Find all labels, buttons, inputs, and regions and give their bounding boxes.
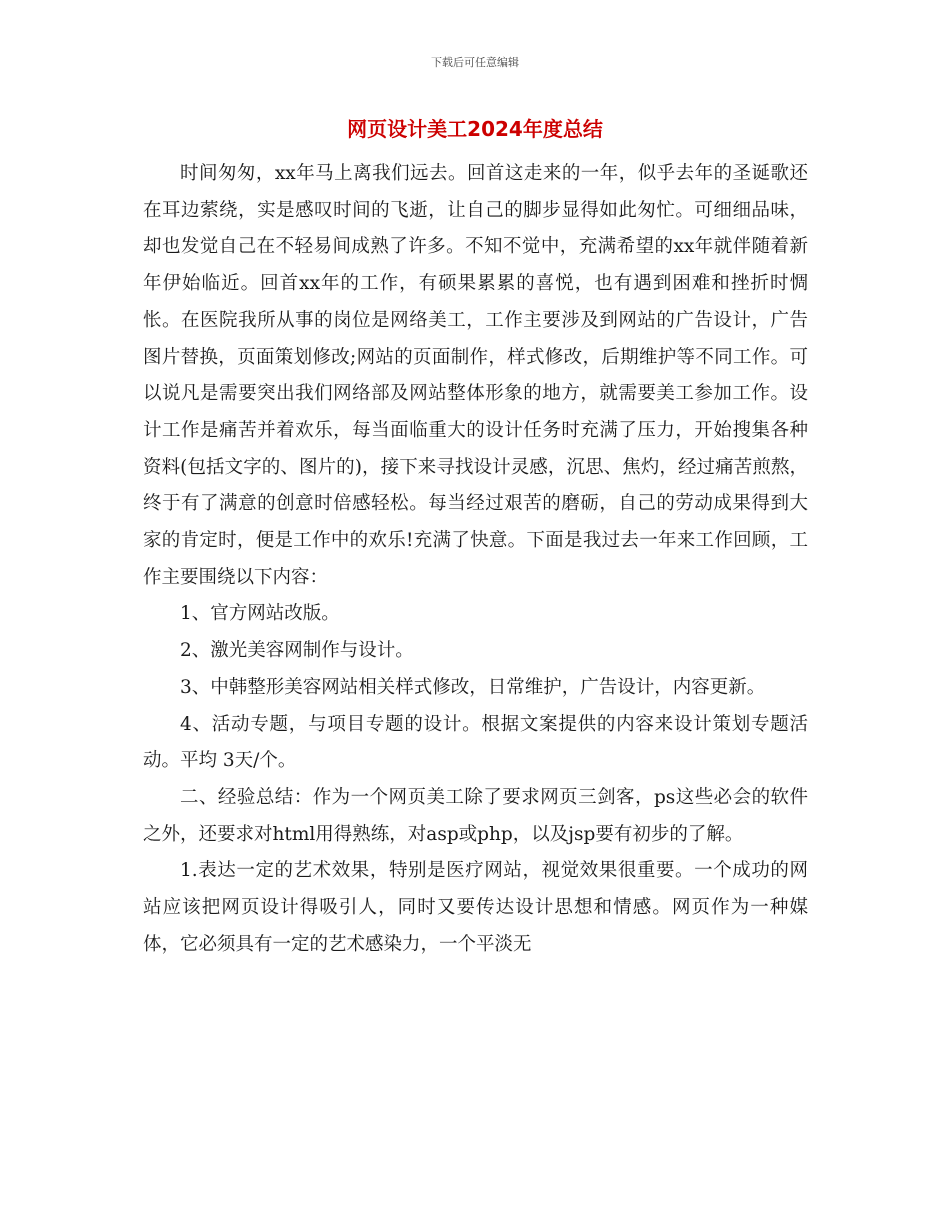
paragraph-item-4: 4、活动专题，与项目专题的设计。根据文案提供的内容来设计策划专题活动。平均 3天/个。 — [143, 713, 808, 772]
document-title: 网页设计美工2024年度总结 — [347, 117, 603, 141]
paragraph-point-1: 1.表达一定的艺术效果，特别是医疗网站，视觉效果很重要。一个成功的网站应该把网页设计得吸引人，同时又要传达设计思想和情感。网页作为一种媒体，它必须具有一定的艺术感染力，一个平淡无 — [143, 860, 808, 955]
paragraph-item-1: 1、官方网站改版。 — [180, 603, 340, 625]
paragraph-item-2: 2、激光美容网制作与设计。 — [180, 640, 414, 662]
paragraph-intro: 时间匆匆，xx年马上离我们远去。回首这走来的一年，似乎去年的圣诞歌还在耳边萦绕，实是感叹时间的飞逝，让自己的脚步显得如此匆忙。可细细品味，却也发觉自己在不轻易间成熟了许多。不知不觉中，充满希望的xx年就伴随着新年伊始临近。回首xx年的工作，有硕果累累的喜悦，也有遇到困难和挫折时惆怅。在医院我所从事的岗位是网络美工，工作主要涉及到网站的广告设计，广告图片替换，页面策划修改;网站的页面制作，样式修改，后期维护等不同工作。可以说凡是需要突出我们网络部及网站整体形象的地方，就需要美工参加工作。设计工作是痛苦并着欢乐，每当面临重大的设计任务时充满了压力，开始搜集各种资料(包括文字的、图片的)，接下来寻找设计灵感，沉思、焦灼，经过痛苦煎熬，终于有了满意的创意时倍感轻松。每当经过艰苦的磨砺，自己的劳动成果得到大家的肯定时，便是工作中的欢乐!充满了快意。下面是我过去一年来工作回顾，工作主要围绕以下内容： — [143, 163, 808, 588]
paragraph-item-3: 3、中韩整形美容网站相关样式修改，日常维护，广告设计，内容更新。 — [180, 676, 766, 698]
document-body — [143, 156, 808, 963]
paragraph-experience-summary: 二、经验总结：作为一个网页美工除了要求网页三剑客，ps这些必会的软件之外，还要求对html用得熟练，对asp或php，以及jsp要有初步的了解。 — [143, 786, 808, 845]
header-note: 下载后可任意编辑 — [431, 56, 519, 69]
